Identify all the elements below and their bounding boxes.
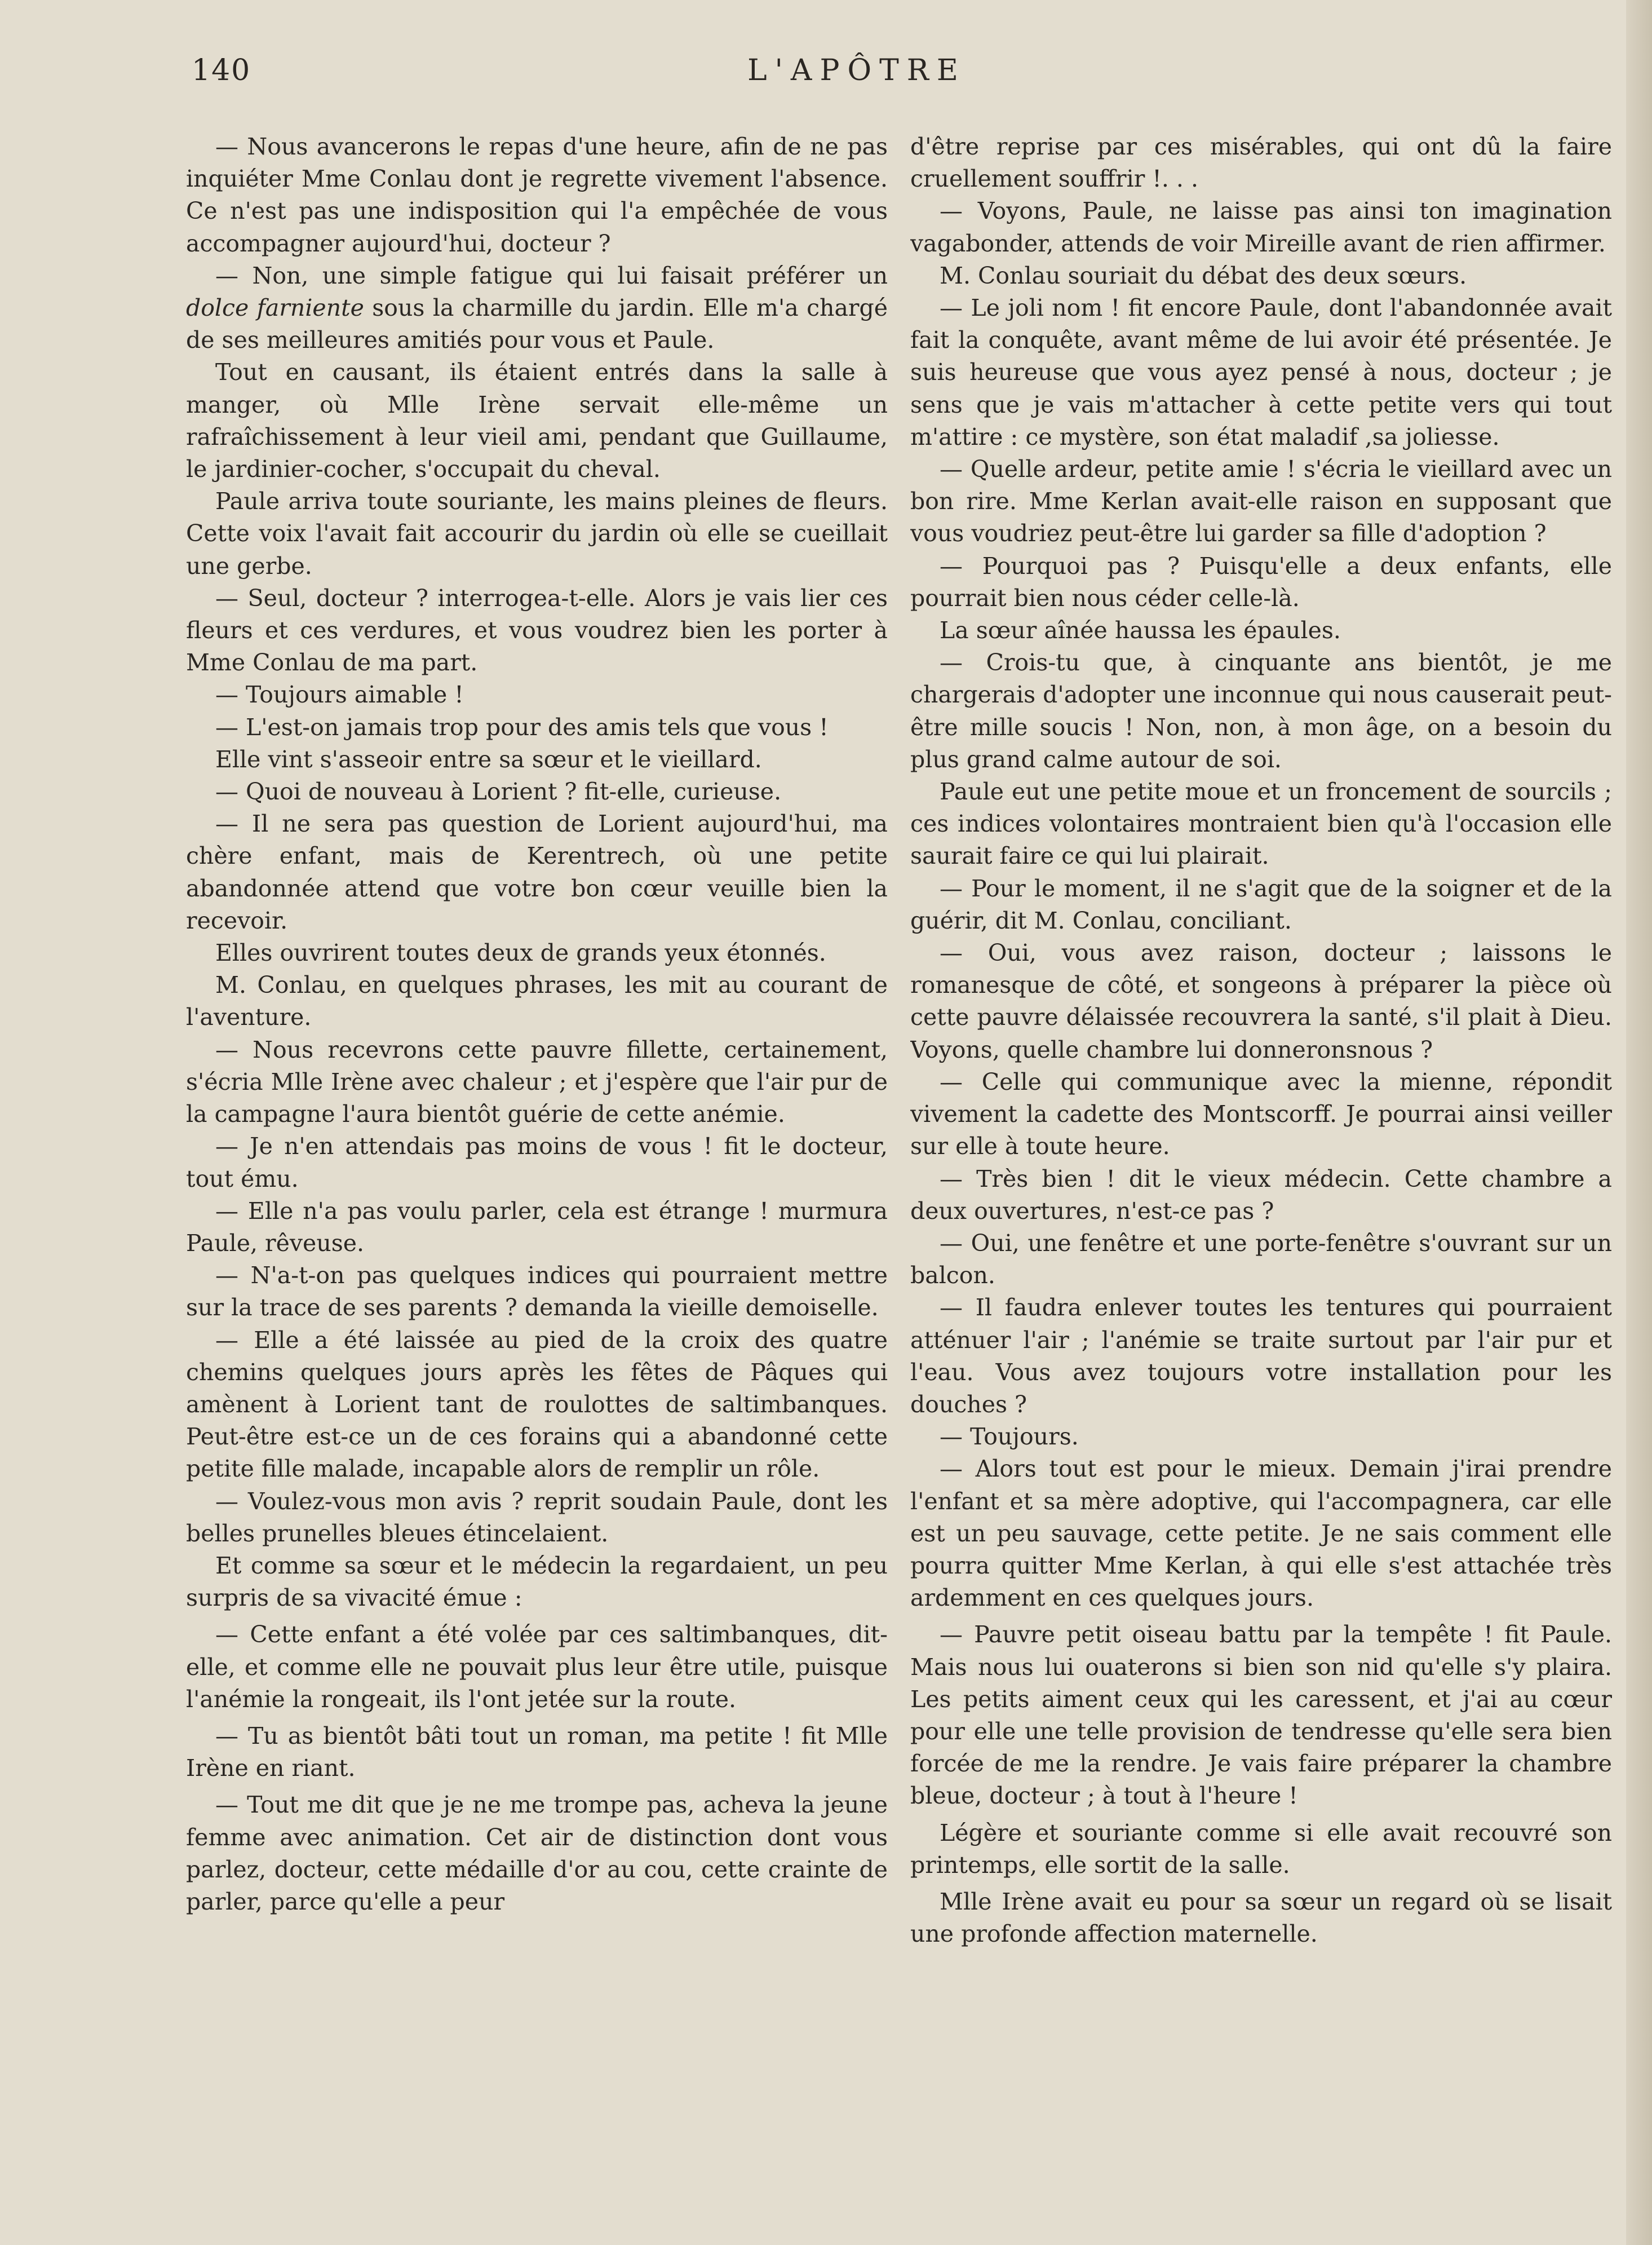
paragraph: — Celle qui communique avec la mienne, répondit vivement la cadette des Montscorff. Je pourrai ainsi veiller sur elle à toute heure.: [910, 1068, 1612, 1160]
paragraph: Paule arriva toute souriante, les mains pleines de fleurs. Cette voix l'avait fait accourir du jardin où elle se cueillait une gerbe.: [186, 488, 888, 580]
paragraph: — Je n'en attendais pas moins de vous ! fit le docteur, tout ému.: [186, 1133, 888, 1192]
paragraph: — Le joli nom ! fit encore Paule, dont l'abandonnée avait fait la conquête, avant même de lui avoir été présentée. Je suis heureuse que vous ayez pensé à nous, docteur ; je sens que je vais m'attacher à cette petite vers qui tout m'attire : ce mystère, son état maladif ,sa joliesse.: [910, 294, 1612, 450]
paragraph: — Il faudra enlever toutes les tentures qui pourraient atténuer l'air ; l'anémie se traite surtout par l'air pur et l'eau. Vous avez toujours votre installation pour les douches ?: [910, 1294, 1612, 1418]
paragraph: — Nous avancerons le repas d'une heure, afin de ne pas inquiéter Mme Conlau dont je regrette vivement l'absence. Ce n'est pas une indisposition qui l'a empêchée de vous accompagner aujourd'hui, docteur ?: [186, 133, 888, 257]
paragraph: — Toujours aimable !: [215, 681, 464, 709]
paragraph: M. Conlau, en quelques phrases, les mit au courant de l'aventure.: [186, 971, 888, 1031]
paragraph: Elles ouvrirent toutes deux de grands yeux étonnés.: [215, 939, 826, 967]
paragraph-text: sous la charmille du jardin. Elle m'a chargé de ses meilleures amitiés pour vous et Paule.: [186, 294, 888, 354]
paragraph: — Pourquoi pas ? Puisqu'elle a deux enfants, elle pourrait bien nous céder celle-là.: [910, 552, 1612, 612]
paragraph: d'être reprise par ces misérables, qui ont dû la faire cruellement souffrir !. . .: [910, 133, 1612, 193]
paragraph: — Tout me dit que je ne me trompe pas, acheva la jeune femme avec animation. Cet air de distinction dont vous parlez, docteur, cette médaille d'or au cou, cette crainte de parler, parce qu'elle a peur: [186, 1791, 888, 1915]
paragraph: — Il ne sera pas question de Lorient aujourd'hui, ma chère enfant, mais de Kerentrech, où une petite abandonnée attend que votre bon cœur veuille bien la recevoir.: [186, 810, 888, 934]
italic-phrase: dolce farniente: [186, 294, 364, 322]
paragraph: — Voyons, Paule, ne laisse pas ainsi ton imagination vagabonder, attends de voir Mireille avant de rien affirmer.: [910, 197, 1612, 257]
paragraph: — Elle n'a pas voulu parler, cela est étrange ! murmura Paule, rêveuse.: [186, 1197, 888, 1257]
paragraph: Paule eut une petite moue et un froncement de sourcils ; ces indices volontaires montraient bien qu'à l'occasion elle saurait faire ce qui lui plairait.: [910, 778, 1612, 870]
paragraph: — Nous recevrons cette pauvre fillette, certainement, s'écria Mlle Irène avec chaleur ; et j'espère que l'air pur de la campagne l'aura bientôt guérie de cette anémie.: [186, 1036, 888, 1128]
left-column: [186, 131, 888, 2138]
paragraph: — Alors tout est pour le mieux. Demain j'irai prendre l'enfant et sa mère adoptive, qui l'accompagnera, car elle est un peu sauvage, cette petite. Je ne sais comment elle pourra quitter Mme Kerlan, à qui elle s'est attachée très ardemment en ces quelques jours.: [910, 1455, 1612, 1612]
paragraph: — Pauvre petit oiseau battu par la tempête ! fit Paule. Mais nous lui ouaterons si bien son nid qu'elle s'y plaira. Les petits aiment ceux qui les caressent, et j'ai au cœur pour elle une telle provision de tendresse qu'elle sera bien forcée de me la rendre. Je vais faire préparer la chambre bleue, docteur ; à tout à l'heure !: [910, 1621, 1612, 1810]
paragraph: — Très bien ! dit le vieux médecin. Cette chambre a deux ouvertures, n'est-ce pas ?: [910, 1165, 1612, 1225]
paragraph: Tout en causant, ils étaient entrés dans la salle à manger, où Mlle Irène servait elle-même un rafraîchissement à leur vieil ami, pendant que Guillaume, le jardinier-cocher, s'occupait du cheval.: [186, 359, 888, 483]
paragraph: Mlle Irène avait eu pour sa sœur un regard où se lisait une profonde affection maternelle.: [910, 1888, 1612, 1948]
paragraph: — Voulez-vous mon avis ? reprit soudain Paule, dont les belles prunelles bleues étincelaient.: [186, 1487, 888, 1547]
paragraph: — Cette enfant a été volée par ces saltimbanques, dit-elle, et comme elle ne pouvait plus leur être utile, puisque l'anémie la rongeait, ils l'ont jetée sur la route.: [186, 1621, 888, 1713]
paragraph: La sœur aînée haussa les épaules.: [940, 617, 1341, 644]
paragraph: Elle vint s'asseoir entre sa sœur et le vieillard.: [215, 745, 762, 773]
paragraph: Légère et souriante comme si elle avait recouvré son printemps, elle sortit de la salle.: [910, 1819, 1612, 1879]
paragraph: — Quelle ardeur, petite amie ! s'écria le vieillard avec un bon rire. Mme Kerlan avait-elle raison en supposant que vous voudriez peut-être lui garder sa fille d'adoption ?: [910, 456, 1612, 547]
running-title: L'APÔTRE: [747, 54, 966, 87]
paragraph: — Quoi de nouveau à Lorient ? fit-elle, curieuse.: [215, 778, 782, 806]
paragraph: — Tu as bientôt bâti tout un roman, ma petite ! fit Mlle Irène en riant.: [186, 1722, 888, 1782]
paragraph: — Oui, vous avez raison, docteur ; laissons le romanesque de côté, et songeons à préparer la pièce où cette pauvre délaissée recouvrera la santé, s'il plait à Dieu. Voyons, quelle chambre lui donneronsnous ?: [910, 939, 1612, 1063]
paragraph: — L'est-on jamais trop pour des amis tels que vous !: [215, 713, 829, 741]
paragraph: — N'a-t-on pas quelques indices qui pourraient mettre sur la trace de ses parents ? demanda la vieille demoiselle.: [186, 1262, 888, 1322]
paragraph: — Elle a été laissée au pied de la croix des quatre chemins quelques jours après les fêtes de Pâques qui amènent à Lorient tant de roulottes de saltimbanques. Peut-être est-ce un de ces forains qui a abandonné cette petite fille malade, incapable alors de remplir un rôle.: [186, 1326, 888, 1483]
paragraph: [186, 260, 888, 357]
page-edge: [1626, 0, 1652, 2245]
page-header: [0, 54, 1652, 99]
paragraph: — Oui, une fenêtre et une porte-fenêtre s'ouvrant sur un balcon.: [910, 1229, 1612, 1289]
page-number: 140: [192, 54, 251, 87]
paragraph: — Seul, docteur ? interrogea-t-elle. Alors je vais lier ces fleurs et ces verdures, et vous voudrez bien les porter à Mme Conlau de ma part.: [186, 584, 888, 677]
paragraph: Et comme sa sœur et le médecin la regardaient, un peu surpris de sa vivacité émue :: [186, 1552, 888, 1612]
paragraph: — Pour le moment, il ne s'agit que de la soigner et de la guérir, dit M. Conlau, conciliant.: [910, 874, 1612, 934]
paragraph-text: — Non, une simple fatigue qui lui faisait préférer un: [215, 262, 888, 289]
paragraph: — Toujours.: [940, 1423, 1079, 1451]
paragraph: M. Conlau souriait du débat des deux sœurs.: [940, 262, 1467, 289]
paragraph: — Crois-tu que, à cinquante ans bientôt, je me chargerais d'adopter une inconnue qui nous causerait peut-être mille soucis ! Non, non, à mon âge, on a besoin du plus grand calme autour de soi.: [910, 649, 1612, 773]
right-column: [910, 131, 1612, 2138]
